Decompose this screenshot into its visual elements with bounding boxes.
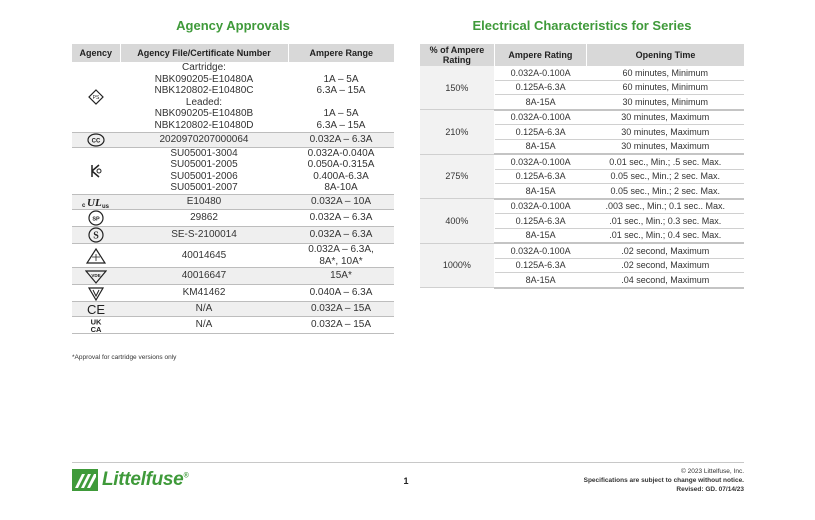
ampere-range: 1A – 5A xyxy=(323,73,359,85)
ampere-range-cell xyxy=(288,194,394,209)
ampere-rating-cell: 8A-15A xyxy=(494,273,586,288)
opening-time-cell: .04 second, Maximum xyxy=(587,273,744,288)
certificate-number: SU05001-2005 xyxy=(170,159,238,171)
agency-row xyxy=(72,285,394,302)
opening-time-cell: 30 minutes, Maximum xyxy=(587,110,744,125)
header-file-number: Agency File/Certificate Number xyxy=(120,44,288,62)
electrical-characteristics-title: Electrical Characteristics for Series xyxy=(472,18,692,33)
ampere-range: 0.032A – 6.3A xyxy=(309,229,373,241)
electrical-row xyxy=(420,243,744,258)
percent-rating-cell: 400% xyxy=(420,199,494,244)
certificate-number: 2020970207000064 xyxy=(159,133,249,145)
certificate-number-cell xyxy=(120,62,288,132)
svg-text:VDE: VDE xyxy=(91,273,101,279)
certificate-number: NBK120802-E10480C xyxy=(154,85,254,97)
ampere-range xyxy=(288,97,394,109)
csa-mark-icon xyxy=(72,210,120,226)
svg-text:CC: CC xyxy=(91,138,101,145)
ampere-rating-cell: 8A-15A xyxy=(494,95,586,110)
percent-rating-cell: 150% xyxy=(420,66,494,110)
ampere-rating-cell: 0.125A-6.3A xyxy=(494,214,586,229)
ampere-range: 0.032A-0.040A xyxy=(307,147,375,159)
certificate-number-cell xyxy=(120,226,288,243)
ampere-rating-cell: 8A-15A xyxy=(494,139,586,154)
certificate-number-cell xyxy=(120,194,288,209)
ampere-range: 15A* xyxy=(330,270,352,282)
opening-time-cell: 0.05 sec., Min.; 2 sec. Max. xyxy=(587,184,744,199)
agency-mark-cell xyxy=(72,243,120,267)
opening-time-cell: 30 minutes, Maximum xyxy=(587,139,744,154)
electrical-row xyxy=(420,154,744,169)
agency-row xyxy=(72,132,394,147)
svg-text:us: us xyxy=(102,203,110,209)
svg-text:PS: PS xyxy=(92,94,100,101)
agency-mark-cell xyxy=(72,209,120,226)
certificate-number-cell xyxy=(120,243,288,267)
ampere-range: 0.040A – 6.3A xyxy=(309,287,373,299)
certificate-number: Leaded: xyxy=(185,96,223,108)
certificate-number: SE-S-2100014 xyxy=(171,229,237,241)
ampere-rating-cell: 8A-15A xyxy=(494,184,586,199)
ampere-rating-cell: 0.032A-0.100A xyxy=(494,110,586,125)
agency-mark-cell xyxy=(72,285,120,302)
opening-time-cell: 60 minutes, Minimum xyxy=(587,66,744,80)
ampere-rating-cell: 0.125A-6.3A xyxy=(494,258,586,273)
page-number: 1 xyxy=(403,476,409,486)
certificate-number-cell xyxy=(120,285,288,302)
ampere-range-cell xyxy=(288,62,394,132)
revised-text: Revised: GD. 07/14/23 xyxy=(676,486,744,493)
electrical-characteristics-table xyxy=(420,44,744,289)
svg-text:UL: UL xyxy=(87,196,102,209)
ampere-range: 0.032A – 6.3A, xyxy=(308,243,374,255)
opening-time-cell: 0.05 sec., Min.; 2 sec. Max. xyxy=(587,169,744,184)
opening-time-cell: .02 second, Maximum xyxy=(587,258,744,273)
certificate-number: NBK090205-E10480A xyxy=(154,73,254,85)
ampere-rating-cell: 8A-15A xyxy=(494,228,586,243)
ampere-range-cell xyxy=(288,268,394,285)
cul-us-mark-icon xyxy=(72,195,120,209)
svg-text:c: c xyxy=(82,202,86,209)
agency-row xyxy=(72,243,394,267)
ampere-rating-cell: 0.125A-6.3A xyxy=(494,125,586,140)
agency-table-header-row xyxy=(72,44,394,62)
opening-time-cell: .01 sec., Min.; 0.4 sec. Max. xyxy=(587,228,744,243)
ampere-range-cell xyxy=(288,132,394,147)
approval-footnote: *Approval for cartridge versions only xyxy=(72,354,177,361)
certificate-number-cell xyxy=(120,317,288,334)
ampere-range: 0.050A-0.315A xyxy=(307,159,375,171)
ampere-range-cell xyxy=(288,226,394,243)
ampere-rating-cell: 0.125A-6.3A xyxy=(494,169,586,184)
ampere-range-cell xyxy=(288,243,394,267)
agency-mark-cell xyxy=(72,226,120,243)
littelfuse-logo-icon xyxy=(72,469,98,491)
agency-row xyxy=(72,302,394,317)
certificate-number-cell xyxy=(120,302,288,317)
ampere-range-cell xyxy=(288,302,394,317)
agency-row xyxy=(72,62,394,132)
header-agency: Agency xyxy=(72,44,120,62)
certificate-number: KM41462 xyxy=(182,287,226,299)
notice-text: Specifications are subject to change without notice. xyxy=(583,477,744,484)
electrical-row xyxy=(420,66,744,80)
certificate-number: E10480 xyxy=(186,196,222,208)
certificate-number: 40014645 xyxy=(181,249,227,261)
agency-row xyxy=(72,226,394,243)
certificate-number: Cartridge: xyxy=(182,62,226,73)
svg-text:UK: UK xyxy=(90,317,102,327)
ampere-range: 6.3A – 15A xyxy=(316,119,366,131)
ampere-range-cell xyxy=(288,147,394,194)
ampere-range: 0.032A – 15A xyxy=(310,303,372,315)
certificate-number-cell xyxy=(120,132,288,147)
certificate-number: N/A xyxy=(195,319,213,331)
ampere-range: 0.032A – 6.3A xyxy=(309,212,373,224)
agency-mark-cell xyxy=(72,194,120,209)
ampere-range-cell xyxy=(288,285,394,302)
agency-mark-cell xyxy=(72,132,120,147)
kc-mark-icon xyxy=(72,162,120,180)
ampere-range: 0.032A – 10A xyxy=(310,196,372,208)
ce-mark-icon xyxy=(72,302,120,316)
header-ampere-rating: Ampere Rating xyxy=(494,44,586,66)
s-mark-icon xyxy=(72,227,120,243)
ampere-range-cell xyxy=(288,317,394,334)
ampere-range: 0.032A – 15A xyxy=(310,319,372,331)
agency-row xyxy=(72,147,394,194)
certificate-number-cell xyxy=(120,147,288,194)
agency-row xyxy=(72,209,394,226)
certificate-number: 29862 xyxy=(190,212,218,224)
ampere-range: 0.032A – 6.3A xyxy=(309,133,373,145)
opening-time-cell: .01 sec., Min.; 0.3 sec. Max. xyxy=(587,214,744,229)
ampere-range: 8A-10A xyxy=(324,182,358,194)
agency-mark-cell xyxy=(72,62,120,132)
agency-row xyxy=(72,317,394,334)
svg-text:CE: CE xyxy=(87,302,105,317)
ampere-rating-cell: 0.032A-0.100A xyxy=(494,66,586,80)
percent-rating-cell: 210% xyxy=(420,110,494,155)
copyright-text: © 2023 Littelfuse, Inc. xyxy=(681,468,744,475)
svg-text:SP: SP xyxy=(92,216,100,223)
certificate-number: SU05001-3004 xyxy=(170,147,238,159)
pse-mark-icon xyxy=(72,88,120,106)
agency-mark-cell xyxy=(72,302,120,317)
certificate-number: 40016647 xyxy=(181,270,227,282)
certificate-number-cell xyxy=(120,268,288,285)
certificate-number: SU05001-2006 xyxy=(170,170,238,182)
agency-mark-cell xyxy=(72,268,120,285)
certificate-number: NBK120802-E10480D xyxy=(154,119,254,131)
ampere-range: 1A – 5A xyxy=(323,108,359,120)
footer-divider xyxy=(72,462,744,463)
agency-mark-cell xyxy=(72,317,120,334)
ampere-range: 0.400A-6.3A xyxy=(313,170,369,182)
opening-time-cell: 30 minutes, Minimum xyxy=(587,95,744,110)
opening-time-cell: .003 sec., Min.; 0.1 sec.. Max. xyxy=(587,199,744,214)
littelfuse-logo xyxy=(72,469,188,491)
percent-rating-cell: 275% xyxy=(420,154,494,199)
agency-mark-cell xyxy=(72,147,120,194)
agency-approvals-title: Agency Approvals xyxy=(176,18,290,33)
agency-row xyxy=(72,268,394,285)
opening-time-cell: 0.01 sec., Min.; .5 sec. Max. xyxy=(587,154,744,169)
header-percent-rating: % of Ampere Rating xyxy=(420,44,494,66)
svg-text:CA: CA xyxy=(90,325,102,334)
ampere-rating-cell: 0.125A-6.3A xyxy=(494,80,586,95)
certificate-number: SU05001-2007 xyxy=(170,182,238,194)
ampere-rating-cell: 0.032A-0.100A xyxy=(494,199,586,214)
ampere-range: 8A*, 10A* xyxy=(319,255,363,267)
electrical-row xyxy=(420,199,744,214)
ccc-mark-icon xyxy=(72,133,120,147)
certificate-number-cell xyxy=(120,209,288,226)
vde-triangle-mark-icon xyxy=(72,248,120,264)
ampere-range xyxy=(288,62,394,74)
header-ampere-range: Ampere Range xyxy=(288,44,394,62)
opening-time-cell: .02 second, Maximum xyxy=(587,243,744,258)
svg-text:S: S xyxy=(93,230,99,242)
electrical-table-header-row xyxy=(420,44,744,66)
certificate-number: NBK090205-E10480B xyxy=(154,108,254,120)
ukca-mark-icon xyxy=(72,317,120,333)
footer-legal xyxy=(584,467,744,494)
kema-mark-icon xyxy=(72,285,120,301)
ampere-rating-cell: 0.032A-0.100A xyxy=(494,243,586,258)
header-opening-time: Opening Time xyxy=(587,44,744,66)
certificate-number: N/A xyxy=(195,303,213,315)
agency-row xyxy=(72,194,394,209)
logo-text: Littelfuse® xyxy=(102,469,189,490)
opening-time-cell: 60 minutes, Minimum xyxy=(587,80,744,95)
percent-rating-cell: 1000% xyxy=(420,243,494,288)
electrical-row xyxy=(420,110,744,125)
ampere-rating-cell: 0.032A-0.100A xyxy=(494,154,586,169)
opening-time-cell: 30 minutes, Maximum xyxy=(587,125,744,140)
agency-approvals-table xyxy=(72,44,394,334)
ampere-range-cell xyxy=(288,209,394,226)
vde-mark-icon xyxy=(72,268,120,284)
ampere-range: 6.3A – 15A xyxy=(316,85,366,97)
